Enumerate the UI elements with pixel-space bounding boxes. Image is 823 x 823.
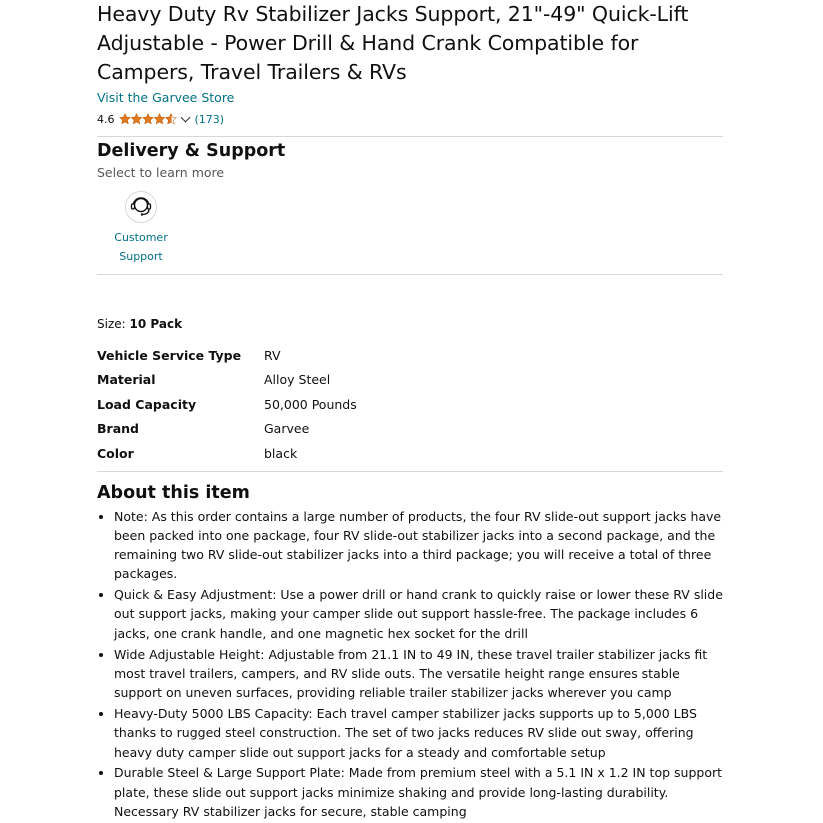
product-title: Heavy Duty Rv Stabilizer Jacks Support, 21"-49" Quick-Lift Adjustable - Power Drill & Hand Crank Compatible for Campers, Travel Trailers & RVs bbox=[97, 2, 689, 84]
spec-row bbox=[97, 343, 357, 368]
spec-key: Color bbox=[97, 445, 134, 461]
spec-row bbox=[97, 368, 357, 393]
spec-key: Vehicle Service Type bbox=[97, 347, 242, 363]
spec-value: 50,000 Pounds bbox=[264, 396, 357, 412]
customer-support-label[interactable]: Customer Support bbox=[114, 231, 168, 263]
spec-value: RV bbox=[264, 347, 281, 363]
size-value: 10 Pack bbox=[129, 317, 183, 331]
about-this-item-heading: About this item bbox=[97, 482, 250, 503]
visit-store-link[interactable]: Visit the Garvee Store bbox=[97, 90, 235, 105]
headset-icon bbox=[124, 190, 158, 224]
spec-key: Material bbox=[97, 372, 156, 388]
rating-row bbox=[97, 111, 723, 127]
delivery-support-heading: Delivery & Support bbox=[97, 141, 286, 161]
feature-bullet: • Note: As this order contains a large number of products, the four RV slide-out support jacks have been packed into one package, four RV slide-out stabilizer jacks into a second package, and the remaining two RV slide-out stabilizer jacks into a third package; you will receive a total of three packages. bbox=[114, 507, 723, 584]
spec-key: Load Capacity bbox=[97, 396, 197, 412]
delivery-support-subtext: Select to learn more bbox=[97, 165, 225, 180]
spec-row bbox=[97, 392, 357, 417]
rating-count-link[interactable]: (173) bbox=[194, 112, 225, 126]
product-detail bbox=[97, 0, 723, 823]
feature-bullet: • Heavy-Duty 5000 LBS Capacity: Each travel camper stabilizer jacks supports up to 5,000 LBS thanks to rugged steel construction. The set of two jacks reduces RV slide out sway, offering heavy duty camper slide out support jacks for a steady and comfortable setup bbox=[114, 704, 723, 762]
spec-row bbox=[97, 417, 357, 442]
divider bbox=[97, 471, 723, 472]
feature-bullet: • Quick & Easy Adjustment: Use a power drill or hand crank to quickly raise or lower these RV slide out support jacks, making your camper slide out support hassle-free. The package includes 6 jacks, one crank handle, and one magnetic hex socket for the drill bbox=[114, 585, 723, 643]
spec-row bbox=[97, 441, 357, 466]
size-label: Size: bbox=[97, 317, 126, 331]
spec-key: Brand bbox=[97, 421, 139, 437]
rating-value: 4.6 bbox=[97, 112, 115, 126]
divider bbox=[97, 274, 723, 275]
customer-support-tile[interactable] bbox=[97, 190, 185, 266]
star-rating-icon[interactable] bbox=[119, 113, 177, 125]
size-selection bbox=[97, 317, 723, 331]
feature-bullet-list bbox=[97, 507, 723, 822]
spec-value: Garvee bbox=[264, 421, 310, 437]
divider bbox=[97, 136, 723, 137]
product-spec-table bbox=[97, 343, 357, 466]
spec-value: black bbox=[264, 445, 298, 461]
feature-bullet: • Durable Steel & Large Support Plate: Made from premium steel with a 5.1 IN x 1.2 IN top support plate, these slide out support jacks minimize shaking and provide long-lasting durability. Necessary RV stabilizer jacks for secure, stable camping bbox=[114, 763, 723, 821]
chevron-down-icon[interactable] bbox=[180, 112, 190, 122]
feature-bullet: • Wide Adjustable Height: Adjustable from 21.1 IN to 49 IN, these travel trailer stabilizer jacks fit most travel trailers, campers, and RV slide outs. The versatile height range ensures stable support on uneven surfaces, providing reliable trailer stabilizer jacks wherever you camp bbox=[114, 645, 723, 703]
spec-value: Alloy Steel bbox=[264, 372, 331, 388]
